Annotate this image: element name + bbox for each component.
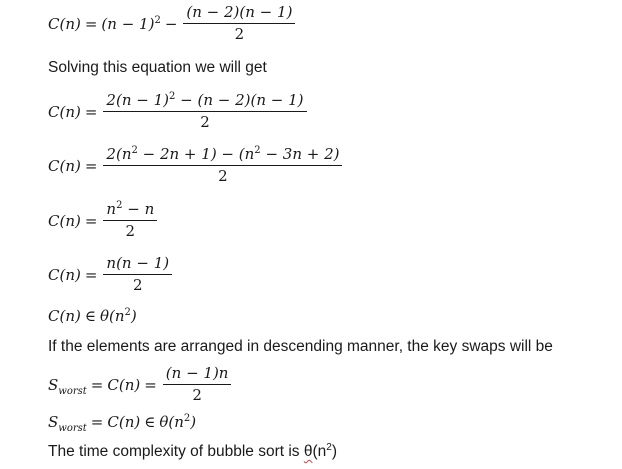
eq1-equals: =	[84, 14, 98, 33]
complexity-theta: θ	[303, 443, 313, 460]
eq1-term1: $(n - 1)^2$	[101, 14, 161, 33]
eq1-minus: −	[164, 14, 178, 33]
eq6-theta: $\theta(n^2)$	[99, 307, 137, 325]
equation-5	[48, 255, 174, 294]
eq5-fraction	[103, 255, 172, 294]
eq8-mid: C(n)	[107, 413, 141, 431]
equation-8	[48, 413, 197, 434]
eq4-equals: =	[84, 211, 98, 230]
eq8-s-worst: $S_{worst}$	[48, 413, 87, 434]
eq7-equals-1: =	[90, 375, 104, 394]
complexity-prefix: The time complexity of bubble sort is	[48, 443, 304, 460]
eq1-lhs: C(n)	[48, 14, 81, 33]
eq3-lhs: C(n)	[48, 156, 81, 175]
eq6-element-of: ∈	[84, 307, 96, 325]
eq5-lhs: C(n)	[48, 265, 81, 284]
eq2-lhs: C(n)	[48, 102, 81, 121]
eq2-equals: =	[84, 102, 98, 121]
eq8-element-of: ∈	[144, 413, 156, 431]
complexity-paren: (n	[312, 443, 327, 460]
text-descending: If the elements are arranged in descending manner, the key swaps will be	[48, 338, 553, 355]
eq4-denominator: 2	[125, 222, 136, 240]
equation-3	[48, 146, 344, 185]
eq2-denominator: 2	[200, 113, 210, 131]
eq7-fraction	[163, 365, 232, 404]
eq7-s-worst: $S_{worst}$	[48, 375, 87, 397]
eq1-denominator: 2	[234, 25, 245, 43]
eq8-equals: =	[90, 413, 104, 431]
text-complexity	[48, 443, 337, 461]
eq4-fraction	[103, 201, 157, 240]
eq3-equals: =	[84, 156, 98, 175]
text-solving: Solving this equation we will get	[48, 59, 267, 76]
equation-7	[48, 365, 233, 404]
eq3-fraction	[103, 146, 342, 185]
eq8-theta: $\theta(n^2)$	[159, 413, 197, 431]
eq7-denominator: 2	[192, 386, 202, 404]
equation-6	[48, 307, 137, 325]
eq5-denominator: 2	[132, 276, 143, 294]
eq5-numerator: n(n − 1)	[103, 255, 172, 275]
eq5-equals: =	[84, 265, 98, 284]
equation-1	[48, 4, 297, 43]
eq2-fraction	[103, 92, 306, 131]
eq7-equals-2: =	[144, 375, 157, 394]
eq3-denominator: 2	[218, 167, 228, 185]
equation-4	[48, 201, 159, 240]
eq3-numerator: $2(n^2 - 2n + 1) - (n^2 - 3n + 2)$	[103, 146, 342, 166]
complexity-close: )	[331, 443, 338, 460]
eq1-numerator: (n − 2)(n − 1)	[183, 4, 295, 24]
eq4-lhs: C(n)	[48, 211, 81, 230]
eq2-numerator: $2(n - 1)^2 - (n - 2)(n - 1)$	[103, 92, 306, 112]
eq4-numerator: $n^2 - n$	[103, 201, 157, 221]
complexity-exp: 2	[326, 441, 332, 453]
eq7-mid: C(n)	[107, 375, 141, 394]
eq6-lhs: C(n)	[48, 307, 81, 325]
eq1-fraction	[183, 4, 295, 43]
eq7-numerator: (n − 1)n	[163, 365, 232, 385]
equation-2	[48, 92, 309, 131]
